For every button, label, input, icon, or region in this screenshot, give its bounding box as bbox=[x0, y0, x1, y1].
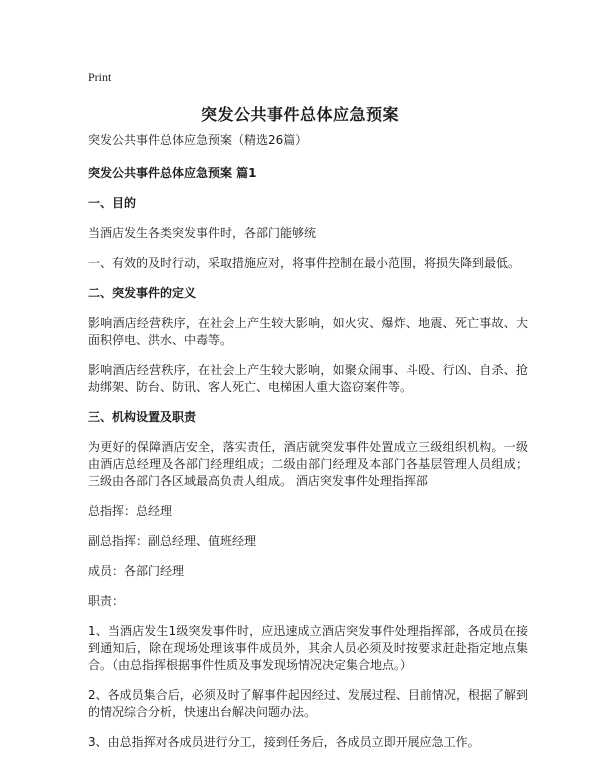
paragraph: 影响酒店经营秩序，在社会上产生较大影响，如聚众闹事、斗殴、行凶、自杀、抢劫绑架、防台、防讯、客人死亡、电梯困人重大盗窃案件等。 bbox=[88, 363, 528, 394]
section-heading: 三、机构设置及职责 bbox=[88, 410, 197, 424]
paragraph: 成员：各部门经理 bbox=[88, 564, 185, 578]
paragraph: 影响酒店经营秩序，在社会上产生较大影响，如火灾、爆炸、地震、死亡事故、大面积停电、洪水、中毒等。 bbox=[88, 316, 528, 347]
document-subtitle: 突发公共事件总体应急预案（精选26篇） bbox=[88, 133, 308, 147]
paragraph: 2、各成员集合后，必须及时了解事件起因经过、发展过程、目前情况，根据了解到的情况综合分析，快速出台解决问题办法。 bbox=[88, 688, 528, 719]
print-label[interactable]: Print bbox=[88, 70, 112, 84]
document-body bbox=[88, 132, 528, 764]
paragraph: 副总指挥：副总经理、值班经理 bbox=[88, 534, 257, 548]
section-heading: 二、突发事件的定义 bbox=[88, 286, 197, 300]
paragraph: 总指挥：总经理 bbox=[88, 504, 173, 518]
paragraph: 职责： bbox=[88, 594, 125, 608]
paragraph: 当酒店发生各类突发事件时，各部门能够统 bbox=[88, 226, 317, 240]
paragraph: 3、由总指挥对各成员进行分工，接到任务后，各成员立即开展应急工作。 bbox=[88, 735, 480, 749]
article-title: 突发公共事件总体应急预案 篇1 bbox=[88, 166, 257, 180]
section-heading: 一、目的 bbox=[88, 196, 137, 210]
paragraph: 为更好的保障酒店安全，落实责任，酒店就突发事件处置成立三级组织机构。一级由酒店总经理及各部门经理组成；二级由部门经理及本部门各基层管理人员组成；三级由各部门各区域最高负责人组成。 酒店突发事件处理指挥部 bbox=[88, 440, 528, 488]
document-title: 突发公共事件总体应急预案 bbox=[200, 105, 399, 124]
paragraph: 1、当酒店发生1级突发事件时，应迅速成立酒店突发事件处理指挥部，各成员在接到通知后，除在现场处理该事件成员外，其余人员必须及时按要求赶赴指定地点集合。（由总指挥根据事件性质及事发现场情况决定集合地点。） bbox=[88, 624, 528, 672]
paragraph: 一、有效的及时行动，采取措施应对，将事件控制在最小范围，将损失降到最低。 bbox=[88, 256, 521, 270]
